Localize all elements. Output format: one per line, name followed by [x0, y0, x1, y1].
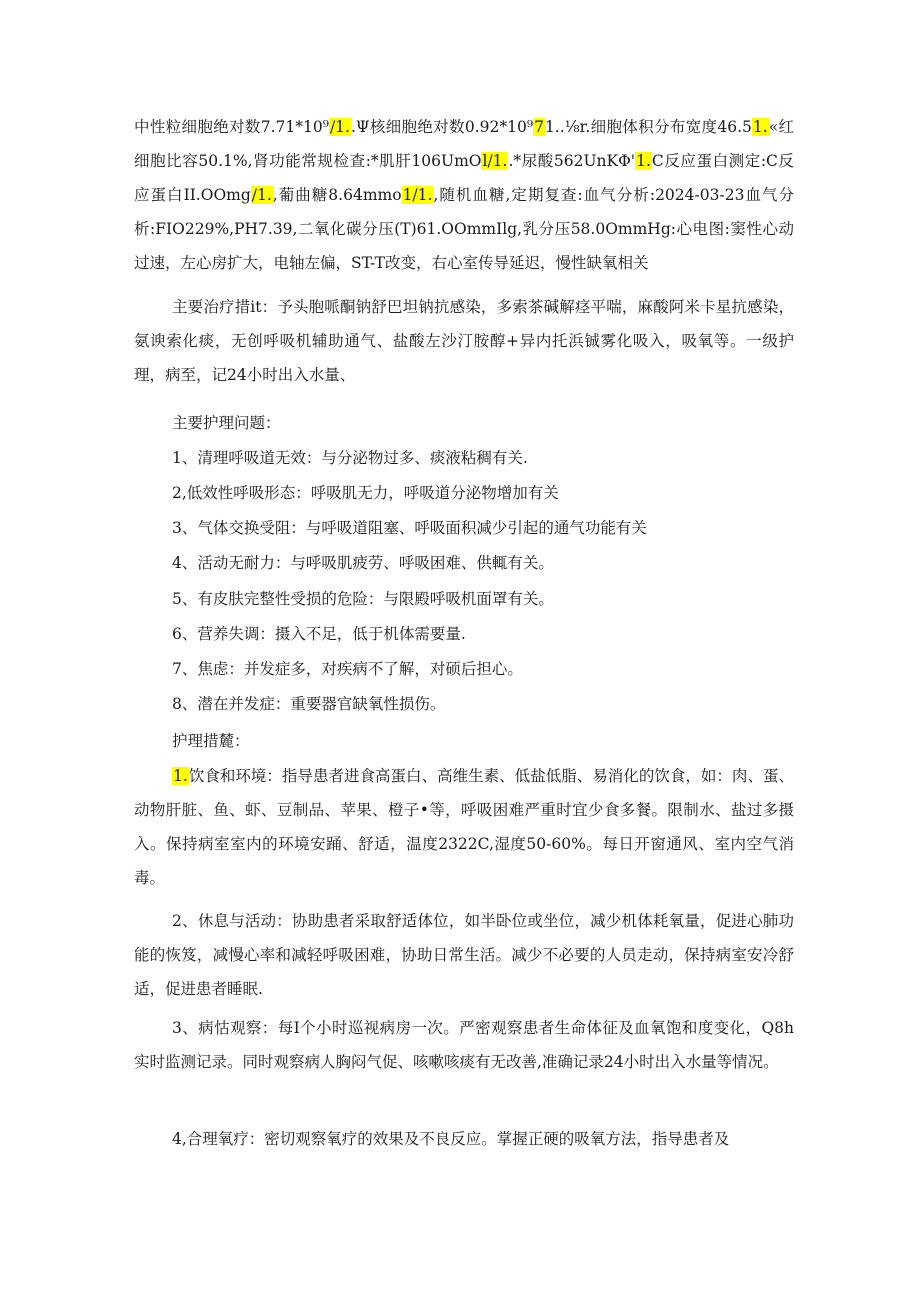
list-item: 2,低效性呼吸形态：呼吸肌无力，呼吸道分泌物增加有关: [172, 484, 559, 502]
highlight-mark: l/1.: [482, 152, 508, 170]
highlight-mark: 1/1.: [402, 186, 433, 204]
lab-text: 1..⅛r.细胞体积分布宽度46.5: [544, 118, 752, 136]
lab-text: .*尿酸562UnKΦ': [508, 152, 636, 170]
highlight-mark: 1.: [173, 767, 188, 785]
treatment-paragraph: 主要治疗措it：予头胞哌酮钠舒巴坦钠抗感染，多索茶碱解痉平喘，麻酸阿米卡星抗感染，氨谀索化痰，无创呼吸机辅助通气、盐酸左沙汀胺醇+异内托浜铖雾化吸入，吸氧等。一级护理，病至，记24小时出入水量、: [134, 298, 794, 384]
lab-text: ,葡曲糖8.64mmo: [272, 186, 402, 204]
lab-results-paragraph: [134, 110, 794, 280]
highlight-mark: 1.: [752, 118, 768, 136]
highlight-mark: 1.: [636, 152, 651, 170]
lab-text: «红细胞比容50.1%,肾功能常规检查:*肌肝106UmO: [134, 118, 795, 170]
problems-heading: 主要护理问题：: [172, 414, 281, 432]
measure-observation: 3、病怙观察：每I个小时巡视病房一次。严密观察患者生命体征及血氧饱和度变化，Q8h实时监测记录。同时观察病人胸闷气促、咳嗽咳痰有无改善,准确记录24小时出入水量等情况。: [134, 1019, 794, 1071]
highlight-mark: /1.: [251, 186, 272, 204]
list-item: 6、营养失调：摄入不足，低于机体需要量.: [172, 625, 466, 643]
list-item: 1、清理呼吸道无效：与分泌物过多、痰液粘稠有关.: [172, 449, 528, 467]
list-item: 3、气体交换受阻：与呼吸道阻塞、呼吸面积减少引起的通气功能有关: [172, 519, 647, 537]
lab-text: .Ψ核细胞绝对数0.92*10⁹: [350, 118, 534, 136]
measure-oxygen-therapy: 4,合理氧疗：密切观察氧疗的效果及不良反应。掌握正硬的吸氧方法，指导患者及: [172, 1130, 730, 1148]
lab-text: C反应蛋白测定:C反应蛋白II.OOmg: [134, 152, 794, 204]
lab-text: ,随机血糖,定期复查:血气分析:2024-03-23血气分析:FIO229%,PH7.39,二氧化碳分压(T)61.OOmmIlg,乳分压58.0OmmHg:心电图:窦性心动过速，左心房扩大，电轴左偏，ST-T改变，右心室传导延迟，慢性缺氧相关: [134, 186, 794, 272]
measure-rest-activity: 2、休息与活动：协助患者采取舒适体位，如半卧位或坐位，减少机体耗氧量，促进心肺功能的恢笈，减慢心率和减轻呼吸困难，协助日常生活。减少不必要的人员走动，保持病室安冷舒适，促进患者睡眠.: [134, 912, 794, 998]
lab-text: 中性粒细胞绝对数7.71*10⁹: [134, 118, 329, 136]
list-item: 5、有皮肤完整性受损的危险：与限殿呼吸机面罩有关。: [172, 590, 554, 608]
measure-text: 饮食和环境：指导患者进食高蛋白、高维生素、低盐低脂、易消化的饮食，如：肉、蛋、动物肝脏、鱼、虾、豆制品、苹果、橙子•等，呼吸困难严重时宜少食多餐。限制水、盐过多摄入。保持病室室内的环境安踊、舒适，温度2322C,湿度50-60%。每日开窗通风、室内空气消毒。: [134, 767, 794, 887]
measures-heading: 护理措麓：: [172, 732, 250, 750]
list-item: 4、活动无耐力：与呼吸肌疲劳、呼吸困难、供輒有关。: [172, 554, 554, 572]
list-item: 7、焦虑：并发症多，对疾病不了解，对硕后担心。: [172, 660, 523, 678]
highlight-mark: 7: [534, 118, 544, 136]
list-item: 8、潜在并发症：重要器官缺氧性损伤。: [172, 695, 446, 713]
highlight-mark: /1.: [329, 118, 350, 136]
measure-diet-environment: [134, 759, 794, 895]
